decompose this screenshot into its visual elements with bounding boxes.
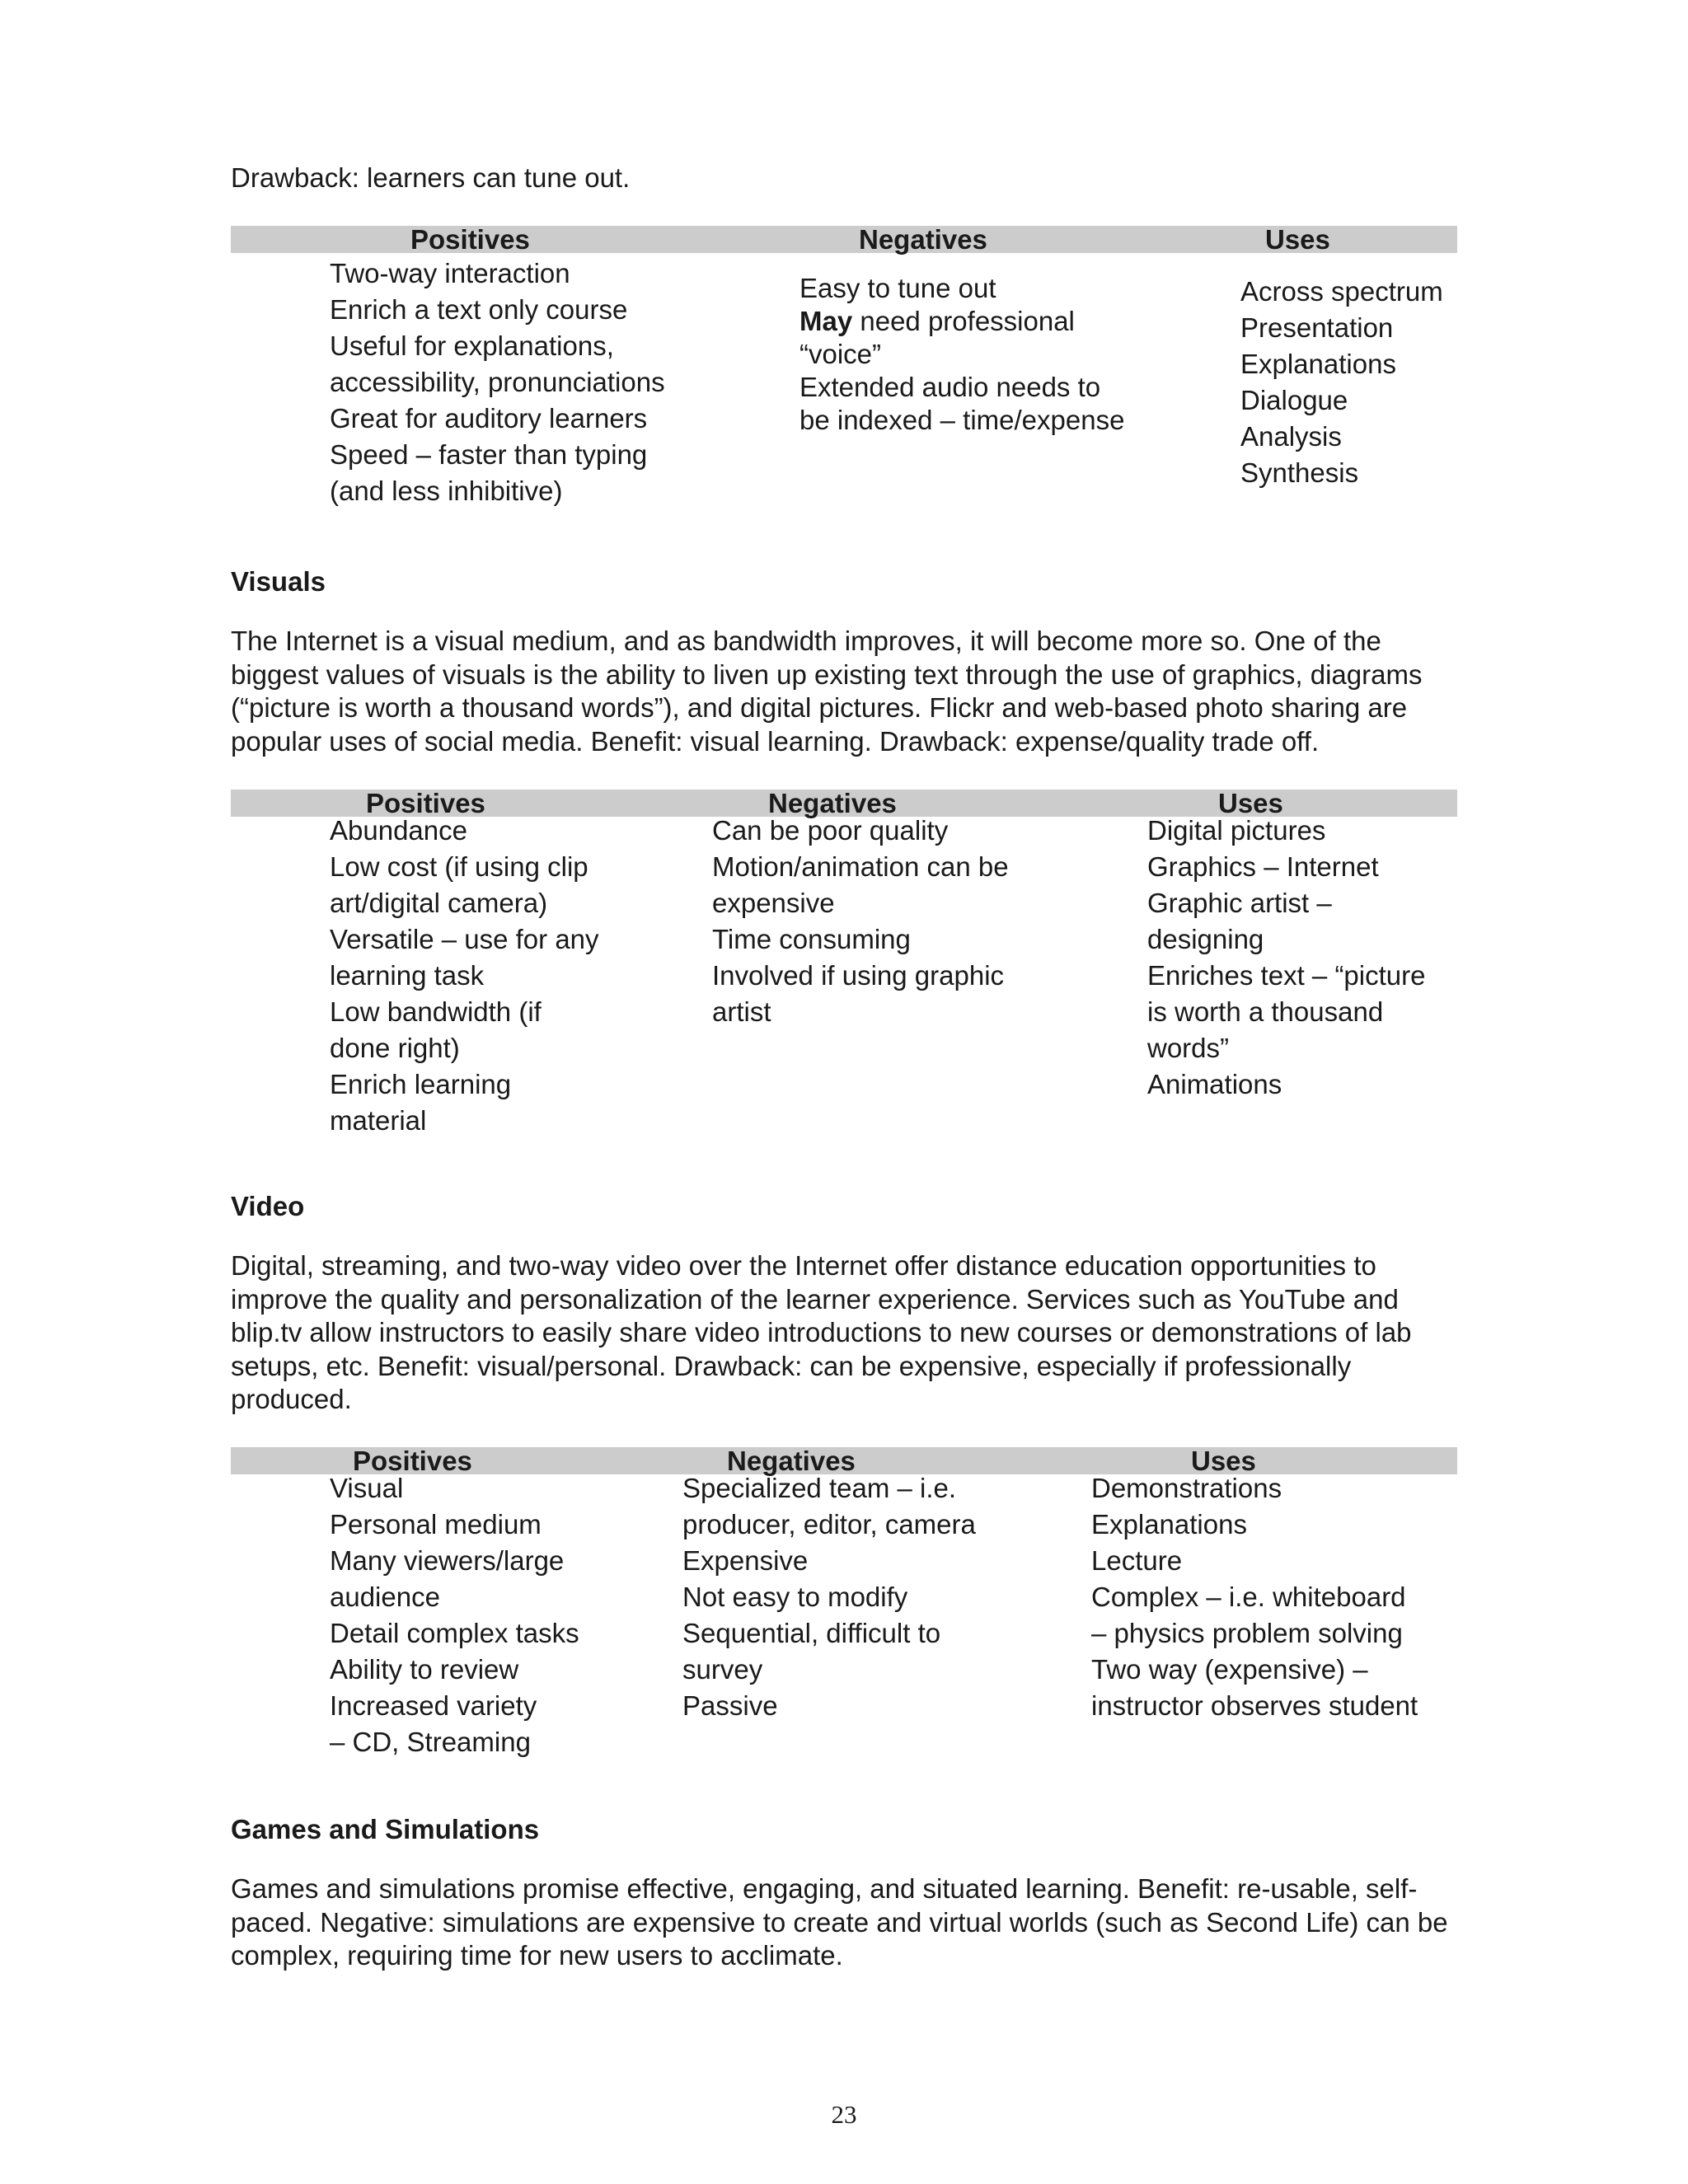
list-item: Graphics – Internet bbox=[1147, 851, 1379, 882]
visuals-header-positives: Positives bbox=[366, 788, 485, 818]
list-item: May need professional bbox=[799, 306, 1075, 336]
list-item: expensive bbox=[712, 888, 835, 918]
list-item: Expensive bbox=[682, 1545, 809, 1576]
list-item: Can be poor quality bbox=[712, 815, 949, 846]
list-item: Sequential, difficult to bbox=[682, 1618, 941, 1648]
list-item: producer, editor, camera bbox=[682, 1509, 976, 1540]
list-item: Enriches text – “picture bbox=[1147, 960, 1426, 991]
list-item: Dialogue bbox=[1240, 385, 1348, 415]
list-item: Involved if using graphic bbox=[712, 960, 1005, 991]
list-item: Digital pictures bbox=[1147, 815, 1326, 846]
list-item: Two-way interaction bbox=[330, 258, 570, 288]
list-item: Great for auditory learners bbox=[330, 403, 648, 434]
list-item: Speed – faster than typing bbox=[330, 439, 648, 470]
video-paragraph: Digital, streaming, and two-way video over the Internet offer distance education opportunities to improve the quality and personalization of the learner experience. Services such as YouTube and blip.tv allow instructors to easily share video introductions to new courses or demonstrations of lab setups, etc. Benefit: visual/personal. Drawback: can be expensive, especially if professionally produced. bbox=[231, 1250, 1412, 1414]
list-item: accessibility, pronunciations bbox=[330, 367, 665, 397]
list-item: instructor observes student bbox=[1091, 1690, 1418, 1721]
list-item: Useful for explanations, bbox=[330, 330, 614, 361]
list-item: Lecture bbox=[1091, 1545, 1183, 1576]
list-item: “voice” bbox=[799, 339, 882, 369]
games-paragraph: Games and simulations promise effective, engaging, and situated learning. Benefit: re-usable, self-paced. Negative: simulations are expensive to create and virtual worlds (such as Second Life) can be complex, requiring time for new users to acclimate. bbox=[231, 1873, 1448, 1971]
audio-uses-column bbox=[1240, 274, 1443, 491]
list-item: Two way (expensive) – bbox=[1091, 1654, 1368, 1685]
list-item: Motion/animation can be bbox=[712, 851, 1009, 882]
list-item: Across spectrum bbox=[1240, 276, 1443, 307]
list-item: (and less inhibitive) bbox=[330, 476, 563, 506]
list-item: Specialized team – i.e. bbox=[682, 1473, 957, 1503]
audio-positives-column bbox=[330, 255, 665, 509]
visuals-header-negatives: Negatives bbox=[768, 788, 897, 818]
audio-header-negatives: Negatives bbox=[859, 224, 987, 255]
list-item: Visual bbox=[330, 1473, 404, 1503]
video-header-negatives: Negatives bbox=[727, 1446, 856, 1476]
list-item: designing bbox=[1147, 924, 1264, 954]
list-item: Graphic artist – bbox=[1147, 888, 1332, 918]
list-item: Complex – i.e. whiteboard bbox=[1091, 1582, 1406, 1612]
list-item: Not easy to modify bbox=[682, 1582, 908, 1612]
video-positives-column bbox=[330, 1470, 579, 1760]
video-heading: Video bbox=[231, 1191, 305, 1221]
list-item: Many viewers/large bbox=[330, 1545, 565, 1576]
games-heading: Games and Simulations bbox=[231, 1814, 540, 1844]
list-item: material bbox=[330, 1105, 427, 1136]
list-item: Synthesis bbox=[1240, 457, 1359, 488]
list-item: Presentation bbox=[1240, 312, 1394, 343]
list-item: – physics problem solving bbox=[1091, 1618, 1403, 1648]
visuals-positives-column bbox=[330, 813, 599, 1139]
video-uses-column bbox=[1091, 1470, 1418, 1724]
list-item: Explanations bbox=[1240, 349, 1396, 379]
video-negatives-column bbox=[682, 1470, 976, 1724]
list-item: Ability to review bbox=[330, 1654, 519, 1685]
intro-drawback: Drawback: learners can tune out. bbox=[231, 162, 631, 193]
list-item: Detail complex tasks bbox=[330, 1618, 579, 1648]
list-item: Easy to tune out bbox=[799, 273, 996, 303]
video-header-uses: Uses bbox=[1191, 1446, 1256, 1476]
audio-header-uses: Uses bbox=[1265, 224, 1330, 255]
page-number: 23 bbox=[831, 2100, 857, 2129]
list-item: – CD, Streaming bbox=[330, 1727, 531, 1757]
visuals-negatives-column bbox=[712, 813, 1009, 1030]
list-item: Animations bbox=[1147, 1069, 1282, 1099]
visuals-header-uses: Uses bbox=[1218, 788, 1283, 818]
emphasis-may: May bbox=[799, 306, 853, 336]
list-item: art/digital camera) bbox=[330, 888, 548, 918]
list-item: artist bbox=[712, 996, 771, 1027]
list-item: done right) bbox=[330, 1033, 460, 1063]
list-item: Extended audio needs to bbox=[799, 372, 1101, 402]
list-item: Personal medium bbox=[330, 1509, 542, 1540]
list-item: is worth a thousand bbox=[1147, 996, 1384, 1027]
audio-negatives-column bbox=[799, 272, 1124, 437]
list-item: survey bbox=[682, 1654, 763, 1685]
list-item: words” bbox=[1147, 1033, 1230, 1063]
list-item: Time consuming bbox=[712, 924, 911, 954]
list-item: Low bandwidth (if bbox=[330, 996, 542, 1027]
list-item: learning task bbox=[330, 960, 485, 991]
list-item: Increased variety bbox=[330, 1690, 537, 1721]
list-item: Demonstrations bbox=[1091, 1473, 1282, 1503]
visuals-paragraph: The Internet is a visual medium, and as bandwidth improves, it will become more so. One of the biggest values of visuals is the ability to liven up existing text through the use of graphics, diagrams (“picture is worth a thousand words”), and digital pictures. Flickr and web-based photo sharing are popular uses of social media. Benefit: visual learning. Drawback: expense/quality trade off. bbox=[231, 626, 1423, 757]
list-item: Low cost (if using clip bbox=[330, 851, 588, 882]
visuals-heading: Visuals bbox=[231, 566, 326, 597]
list-item: Passive bbox=[682, 1690, 778, 1721]
list-item: audience bbox=[330, 1582, 440, 1612]
list-item: be indexed – time/expense bbox=[799, 405, 1125, 435]
list-item: Enrich learning bbox=[330, 1069, 512, 1099]
audio-header-positives: Positives bbox=[410, 224, 530, 255]
list-item: Explanations bbox=[1091, 1509, 1247, 1540]
video-header-positives: Positives bbox=[353, 1446, 472, 1476]
list-item: Enrich a text only course bbox=[330, 294, 628, 325]
list-item: Analysis bbox=[1240, 421, 1342, 452]
list-item: Abundance bbox=[330, 815, 467, 846]
visuals-uses-column bbox=[1147, 813, 1425, 1103]
list-item: Versatile – use for any bbox=[330, 924, 599, 954]
